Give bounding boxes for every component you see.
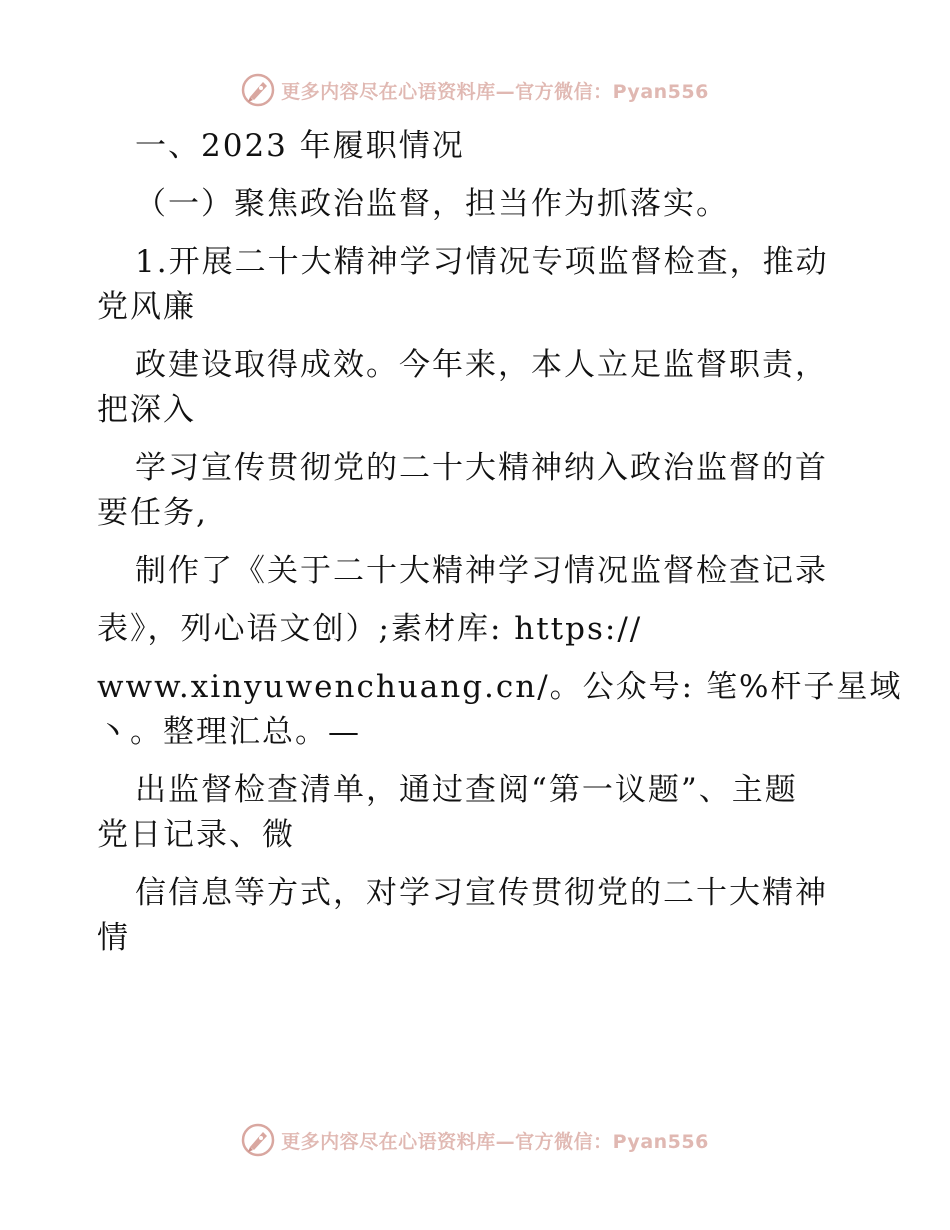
- paragraph-line: 制作了《关于二十大精神学习情况监督检查记录: [135, 553, 828, 589]
- header-banner-text: 更多内容尽在心语资料库—官方微信：Pyan556: [281, 80, 709, 103]
- paragraph-line: 党风廉: [97, 289, 196, 325]
- pen-nib-logo-icon: [241, 1123, 275, 1157]
- paragraph-line: 出监督检查清单，通过查阅“第一议题”、主题: [135, 772, 798, 808]
- paragraph-line: www.xinyuwenchuang.cn/。公众号: 笔%杆子星域: [97, 669, 903, 705]
- paragraph-line: 政建设取得成效。今年来，本人立足监督职责，: [135, 347, 828, 383]
- paragraph-line: 学习宣传贯彻党的二十大精神纳入政治监督的首: [135, 450, 828, 486]
- footer-banner-text: 更多内容尽在心语资料库—官方微信：Pyan556: [281, 1130, 709, 1153]
- document-body: [97, 124, 903, 961]
- paragraph-line: 要任务,: [97, 495, 208, 531]
- paragraph-line: 信信息等方式，对学习宣传贯彻党的二十大精神: [135, 875, 828, 911]
- paragraph-line: 把深入: [97, 392, 196, 428]
- footer-banner: [0, 1120, 950, 1160]
- paragraph-line: 丶。整理汇总。—: [97, 714, 361, 750]
- subsection-heading: （一）聚焦政治监督，担当作为抓落实。: [135, 186, 729, 222]
- paragraph-line: 情: [97, 920, 130, 956]
- paragraph-line: 表》，列心语文创）;素材库: https://: [97, 611, 643, 647]
- header-banner: [0, 70, 950, 110]
- paragraph-line: 党日记录、微: [97, 817, 295, 853]
- paragraph-line: 1.开展二十大精神学习情况专项监督检查，推动: [135, 244, 829, 280]
- section-heading: 一、2023 年履职情况: [135, 128, 465, 164]
- pen-nib-logo-icon: [241, 73, 275, 107]
